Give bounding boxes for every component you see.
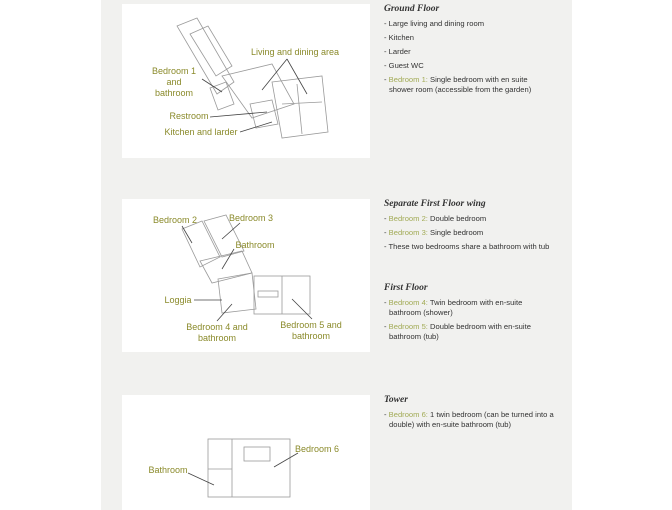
ground-floor-list	[384, 19, 554, 95]
tower-description	[384, 395, 554, 434]
plan-label-bathroom-shared: Bathroom	[235, 240, 275, 250]
plan-label-bedroom-3: Bedroom 3	[228, 213, 274, 223]
list-item: - Guest WC	[384, 61, 424, 70]
plan-label-bedroom-6: Bedroom 6	[294, 444, 340, 454]
section-heading-ground-floor: Ground Floor	[384, 4, 440, 14]
list-item: - These two bedrooms share a bathroom with tub	[384, 242, 550, 251]
list-item: - Kitchen	[384, 33, 414, 42]
plan-label-living-dining: Living and dining area	[250, 47, 340, 57]
list-item: - Larder	[384, 47, 411, 56]
first-floor-wing-list	[384, 214, 554, 252]
list-item: - Bedroom 2: Double bedroom	[384, 214, 487, 223]
first-floor-list	[384, 298, 554, 342]
list-item: - Large living and dining room	[384, 19, 485, 28]
tower-plan	[122, 395, 370, 510]
list-item: - Bedroom 6: 1 twin bedroom (can be turned into a double) with en-suite bathroom (tub)	[384, 410, 554, 429]
first-floor-wing-description	[384, 199, 554, 256]
section-heading-tower: Tower	[384, 395, 408, 405]
tower-list	[384, 410, 554, 430]
plan-label-bedroom-1: Bedroom 1 and bathroom	[151, 66, 197, 98]
plan-label-bedroom-2: Bedroom 2	[152, 215, 198, 225]
section-heading-first-floor-wing: Separate First Floor wing	[384, 199, 486, 209]
plan-label-restroom: Restroom	[169, 111, 209, 121]
list-item: - Bedroom 3: Single bedroom	[384, 228, 484, 237]
plan-label-bedroom-4: Bedroom 4 and bathroom	[186, 322, 248, 343]
list-item: - Bedroom 1: Single bedroom with en suite shower room (accessible from the garden)	[384, 75, 532, 94]
plan-label-kitchen-larder: Kitchen and larder	[164, 127, 238, 137]
first-floor-plan	[122, 199, 370, 352]
plan-label-bedroom-5: Bedroom 5 and bathroom	[280, 320, 342, 341]
list-item: - Bedroom 4: Twin bedroom with en-suite bathroom (shower)	[384, 298, 523, 317]
first-floor-description	[384, 283, 554, 346]
ground-floor-plan	[122, 4, 370, 158]
section-heading-first-floor: First Floor	[384, 283, 428, 293]
plan-label-bathroom-tower: Bathroom	[148, 465, 188, 475]
plan-label-loggia: Loggia	[164, 295, 192, 305]
ground-floor-description	[384, 4, 554, 99]
list-item: - Bedroom 5: Double bedroom with en-suite bathroom (tub)	[384, 322, 531, 341]
